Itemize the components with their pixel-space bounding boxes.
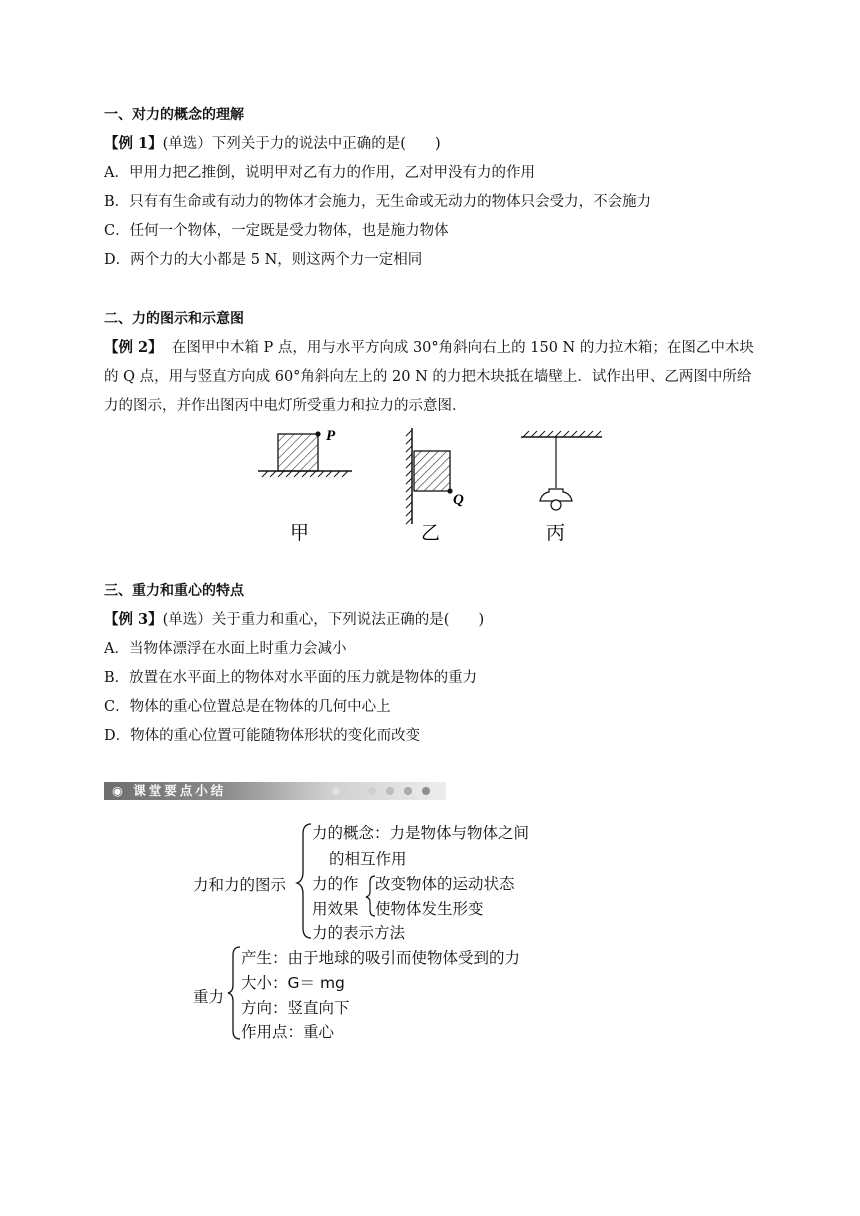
example-3-option-a: A．当物体漂浮在水面上时重力会减小	[104, 641, 347, 657]
tree2-item-direction: 方向：竖直向下	[241, 999, 350, 1017]
banner-dot	[386, 787, 394, 795]
section1-heading: 一、对力的概念的理解	[104, 107, 244, 123]
example-3-question	[104, 610, 484, 630]
figure-jia	[258, 428, 352, 477]
example-1-text: (单选）下列关于力的说法中正确的是( )	[162, 136, 441, 152]
summary-banner-title: 课堂要点小结	[133, 783, 227, 798]
example-1-option-a: A．甲用力把乙推倒，说明甲对乙有力的作用，乙对甲没有力的作用	[104, 165, 535, 181]
tree1-effect-1: 改变物体的运动状态	[375, 875, 515, 893]
wooden-block	[414, 451, 450, 491]
tree2-root: 重力	[193, 988, 225, 1006]
figure-label-yi: 乙	[421, 522, 441, 544]
tree1-effect-label-line2: 用效果	[312, 900, 359, 918]
example-3-text: (单选）关于重力和重心，下列说法正确的是( )	[162, 612, 485, 628]
point-p-marker	[315, 431, 320, 436]
tree1-effect-2: 使物体发生形变	[375, 900, 484, 918]
example-2-text: 在图甲中木箱 P 点，用与水平方向成 30°角斜向右上的 150 N 的力拉木箱；在图乙中木块的 Q 点，用与竖直方向成 60°角斜向左上的 20 N 的力把木块抵在墙壁上．试作出甲、乙两图中所给力的图示，并作出图丙中电灯所受重力和拉力的示意图．	[104, 340, 754, 414]
lamp-icon	[540, 489, 572, 510]
banner-dot	[422, 787, 430, 795]
figure-label-jia: 甲	[290, 522, 310, 544]
example-3-option-d: D．物体的重心位置可能随物体形状的变化而改变	[104, 728, 421, 744]
example-3-option-c: C．物体的重心位置总是在物体的几何中心上	[104, 699, 391, 715]
tree2-item-production: 产生：由于地球的吸引而使物体受到的力	[241, 949, 521, 967]
tree2-item-application-point: 作用点：重心	[241, 1023, 335, 1041]
point-q-marker	[447, 488, 452, 493]
banner-dot	[332, 787, 340, 795]
example-1-option-d: D．两个力的大小都是 5 N，则这两个力一定相同	[104, 252, 423, 268]
example-3-tag: 【例 3】	[104, 611, 163, 628]
example-1-question	[104, 134, 441, 154]
summary-banner	[104, 782, 446, 800]
example-1-tag: 【例 1】	[104, 135, 163, 152]
point-p-label: P	[326, 428, 336, 444]
banner-dot	[350, 787, 358, 795]
example-1-option-c: C．任何一个物体，一定既是受力物体，也是施力物体	[104, 223, 449, 239]
wooden-box	[278, 434, 318, 471]
figure-label-bing: 丙	[546, 522, 566, 544]
force-figure	[240, 420, 620, 550]
figure-bing	[521, 431, 602, 510]
banner-dot	[368, 787, 376, 795]
tree1-effect-label-line1: 力的作	[312, 875, 359, 893]
tree1-representation: 力的表示方法	[312, 924, 406, 942]
banner-dot	[404, 787, 412, 795]
example-1-option-b: B．只有有生命或有动力的物体才会施力，无生命或无动力的物体只会受力，不会施力	[104, 194, 652, 210]
target-icon: ◉	[112, 783, 134, 798]
tree1-concept-line1: 力的概念：力是物体与物体之间	[312, 824, 530, 842]
example-2-tag: 【例 2】	[104, 339, 163, 356]
example-3-option-b: B．放置在水平面上的物体对水平面的压力就是物体的重力	[104, 670, 478, 686]
example-2-paragraph	[104, 333, 764, 421]
tree2-item-magnitude: 大小：G＝ mg	[241, 974, 345, 992]
tree1-concept-line2: 的相互作用	[329, 850, 407, 868]
point-q-label: Q	[453, 492, 464, 508]
section2-heading: 二、力的图示和示意图	[104, 311, 244, 327]
section3-heading: 三、重力和重心的特点	[104, 583, 244, 599]
tree1-root: 力和力的图示	[193, 876, 287, 894]
summary-banner-title-wrap	[112, 782, 226, 800]
figure-yi	[406, 428, 464, 524]
